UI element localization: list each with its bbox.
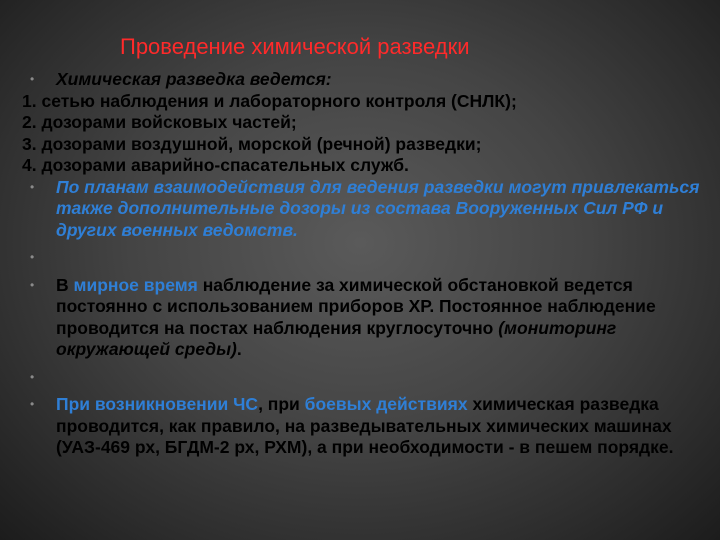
peacetime-paragraph	[22, 275, 702, 361]
emergency-text: химическая разведка проводится, как правило, на разведывательных химических машинах (УАЗ-469 рх, БГДМ-2 рх, РХМ), а при необходимости - в пешем порядке.	[56, 394, 674, 457]
list-item-text: 2. дозорами войсковых частей;	[22, 112, 297, 132]
list-item-text: 3. дозорами воздушной, морской (речной) разведки;	[22, 133, 482, 154]
bullet-icon: •	[30, 369, 35, 384]
bullet-icon: •	[30, 179, 35, 194]
list-item	[22, 155, 702, 177]
bullet-icon: •	[30, 277, 35, 292]
peacetime-highlight: мирное время	[73, 274, 198, 295]
list-item-text: 1. сетью наблюдения и лабораторного контроля (СНЛК);	[22, 90, 517, 111]
list-item	[22, 91, 702, 113]
list-item	[22, 134, 702, 156]
emergency-highlight-1: При возникновении ЧС	[56, 394, 259, 414]
bullet-icon: •	[30, 250, 35, 264]
peacetime-text: наблюдение за химической обстановкой ведется постоянно с использованием приборов ХР. Постоянное наблюдение проводится на постах наблюдения круглосуточно	[56, 274, 656, 338]
emergency-sep: , при	[258, 394, 305, 414]
list-item-text: 4. дозорами аварийно-спасательных служб.	[22, 155, 409, 175]
plans-text: По планам взаимодействия для ведения разведки могут привлекаться также дополнительные дозоры из состава Вооруженных Сил РФ и других военных ведомств.	[56, 176, 700, 240]
peacetime-italic: (мониторинг окружающей среды)	[56, 317, 617, 359]
list-item	[22, 112, 702, 134]
empty-bullet-line	[22, 367, 702, 389]
emergency-paragraph	[22, 394, 702, 459]
bullet-icon: •	[30, 72, 35, 86]
plans-paragraph	[22, 177, 702, 242]
empty-bullet-line	[22, 247, 702, 269]
intro-text: Химическая разведка ведется:	[56, 69, 332, 89]
peacetime-suffix: .	[236, 339, 242, 359]
intro-line	[22, 69, 702, 91]
slide-content	[22, 69, 702, 459]
emergency-highlight-2: боевых действиях	[304, 394, 468, 414]
slide-title: Проведение химической разведки	[120, 34, 470, 59]
peacetime-prefix: В	[56, 274, 74, 295]
bullet-icon: •	[30, 397, 35, 411]
